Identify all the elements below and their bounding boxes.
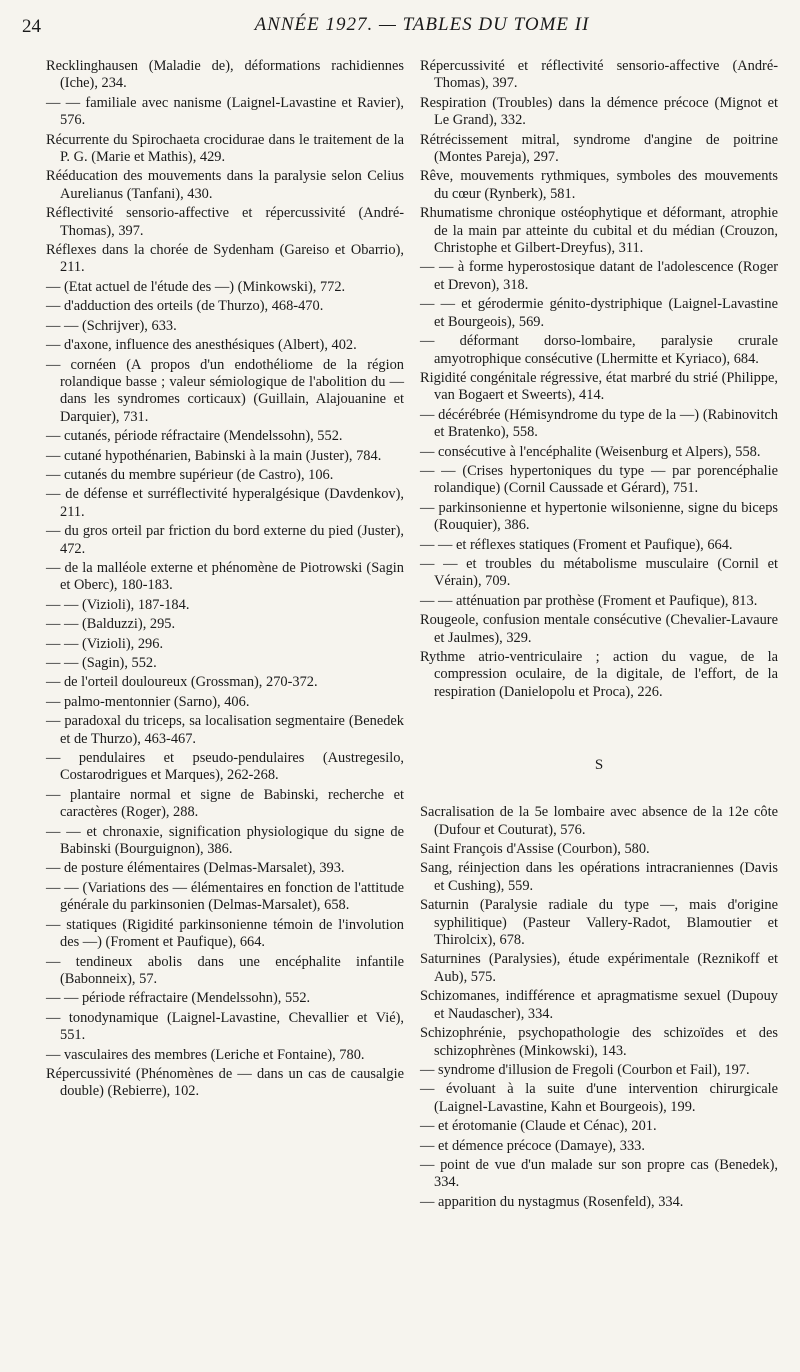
index-entry: — évoluant à la suite d'une intervention chirurgicale (Laignel-Lavastine, Kahn et Bourgeois), 199.	[420, 1081, 778, 1115]
index-entry: — parkinsonienne et hypertonie wilsonienne, signe du biceps (Rouquier), 386.	[420, 499, 778, 534]
page-header	[22, 14, 778, 44]
index-entry: — de défense et surréflectivité hyperalgésique (Davdenkov), 211.	[46, 486, 404, 520]
index-entry: — cutanés, période réfractaire (Mendelssohn), 552.	[46, 428, 343, 445]
index-entry: Sacralisation de la 5e lombaire avec absence de la 12e côte (Dufour et Couturat), 576.	[420, 804, 778, 838]
index-entry: Réflectivité sensorio-affective et répercussivité (André-Thomas), 397.	[46, 205, 404, 239]
index-entry: — d'adduction des orteils (de Thurzo), 468-470.	[46, 298, 324, 315]
index-entry: — tendineux abolis dans une encéphalite infantile (Babonneix), 57.	[46, 953, 404, 987]
index-entry: Rythme atrio-ventriculaire ; action du vague, de la compression oculaire, de la digitale, de l'effort, de la respiration (Danielopolu et Proca), 226.	[420, 649, 778, 700]
index-entry: — — (Crises hypertoniques du type — par porencéphalie rolandique) (Cornil Caussade et Gérard), 751.	[420, 462, 778, 497]
index-entry: — — à forme hyperostosique datant de l'adolescence (Roger et Drevon), 318.	[420, 259, 778, 293]
index-entry: — — (Balduzzi), 295.	[46, 616, 176, 633]
index-entry: Schizophrénie, psychopathologie des schizoïdes et des schizophrènes (Minkowski), 143.	[420, 1025, 778, 1059]
index-entry: — de la malléole externe et phénomène de Piotrowski (Sagin et Oberc), 180-183.	[46, 559, 404, 594]
index-entry: — tonodynamique (Laignel-Lavastine, Chevallier et Vié), 551.	[46, 1009, 404, 1044]
index-entry: — — (Schrijver), 633.	[46, 317, 177, 334]
index-entry: — déformant dorso-lombaire, paralysie crurale amyotrophique consécutive (Lhermitte et Kyriaco), 684.	[420, 333, 778, 367]
index-entry: — apparition du nystagmus (Rosenfeld), 334.	[420, 1193, 684, 1210]
index-entry: — — familiale avec nanisme (Laignel-Lavastine et Ravier), 576.	[46, 94, 404, 129]
index-entry: — décérébrée (Hémisyndrome du type de la —) (Rabinovitch et Bratenko), 558.	[420, 406, 778, 441]
index-entry: Saint François d'Assise (Courbon), 580.	[420, 841, 650, 858]
index-entry: Récurrente du Spirochaeta crocidurae dans le traitement de la P. G. (Marie et Mathis), 429.	[46, 131, 404, 166]
index-entry: Rhumatisme chronique ostéophytique et déformant, atrophie de la main par atteinte du cubital et du médian (Crouzon, Christophe et Gilbert-Dreyfus), 311.	[420, 205, 778, 257]
index-entry: — — et réflexes statiques (Froment et Paufique), 664.	[420, 536, 733, 553]
index-entry: — paradoxal du triceps, sa localisation segmentaire (Benedek et de Thurzo), 463-467.	[46, 713, 404, 747]
index-entry: Réflexes dans la chorée de Sydenham (Gareiso et Obarrio), 211.	[46, 242, 404, 276]
index-entry: — (Etat actuel de l'étude des —) (Minkowski), 772.	[46, 278, 346, 295]
right-column	[420, 58, 778, 1213]
index-entry: — — (Vizioli), 296.	[46, 635, 164, 652]
index-entry: Rêve, mouvements rythmiques, symboles des mouvements du cœur (Rynberk), 581.	[420, 168, 778, 202]
index-entry: Rééducation des mouvements dans la paralysie selon Celius Aurelianus (Tanfani), 430.	[46, 168, 404, 202]
index-entry: Sang, réinjection dans les opérations intracraniennes (Davis et Cushing), 559.	[420, 860, 778, 894]
index-entry: Recklinghausen (Maladie de), déformations rachidiennes (Iche), 234.	[46, 58, 404, 92]
index-entry: — de posture élémentaires (Delmas-Marsalet), 393.	[46, 860, 345, 877]
index-entry: Répercussivité et réflectivité sensorio-affective (André-Thomas), 397.	[420, 58, 778, 92]
index-entry: — syndrome d'illusion de Fregoli (Courbon et Fail), 197.	[420, 1061, 750, 1078]
index-entry: — pendulaires et pseudo-pendulaires (Austregesilo, Costarodrigues et Marques), 262-268.	[46, 750, 404, 784]
index-entry: Saturnines (Paralysies), étude expérimentale (Reznikoff et Aub), 575.	[420, 951, 778, 985]
right-column-s-entries	[420, 804, 778, 1211]
index-entry: — — et chronaxie, signification physiologique du signe de Babinski (Bourguignon), 386.	[46, 823, 404, 858]
index-entry: — statiques (Rigidité parkinsonienne témoin de l'involution des —) (Froment et Paufique), 664.	[46, 916, 404, 951]
index-entry: Rétrécissement mitral, syndrome d'angine de poitrine (Montes Pareja), 297.	[420, 131, 778, 166]
section-spacer	[420, 703, 778, 747]
index-entry: — de l'orteil douloureux (Grossman), 270-372.	[46, 674, 318, 691]
index-entry: Rougeole, confusion mentale consécutive (Chevalier-Lavaure et Jaulmes), 329.	[420, 612, 778, 646]
index-entry: — — (Sagin), 552.	[46, 655, 157, 671]
index-entry: — — et gérodermie génito-dystriphique (Laignel-Lavastine et Bourgeois), 569.	[420, 296, 778, 330]
page-number: 24	[22, 16, 41, 37]
right-column-r-entries	[420, 58, 778, 701]
index-entry: Saturnin (Paralysie radiale du type —, mais d'origine syphilitique) (Pasteur Vallery-Radot, Blamoutier et Thirolcix), 678.	[420, 897, 778, 949]
index-entry: — — période réfractaire (Mendelssohn), 552.	[46, 990, 311, 1007]
index-entry: — consécutive à l'encéphalite (Weisenburg et Alpers), 558.	[420, 443, 761, 460]
index-entry: — et érotomanie (Claude et Cénac), 201.	[420, 1118, 657, 1135]
index-entry: — — (Variations des — élémentaires en fonction de l'attitude générale du parkinsonien (Delmas-Marsalet), 658.	[46, 879, 404, 914]
index-entry: Répercussivité (Phénomènes de — dans un cas de causalgie double) (Rebierre), 102.	[46, 1065, 404, 1100]
running-title: ANNÉE 1927. — TABLES DU TOME II	[254, 14, 590, 35]
index-entry: — plantaire normal et signe de Babinski, recherche et caractères (Roger), 288.	[46, 786, 404, 821]
index-entry: — vasculaires des membres (Leriche et Fontaine), 780.	[46, 1046, 365, 1063]
index-entry: — cutané hypothénarien, Babinski à la main (Juster), 784.	[46, 447, 382, 464]
section-letter-s: S	[594, 757, 604, 774]
index-entry: — point de vue d'un malade sur son propre cas (Benedek), 334.	[420, 1156, 778, 1191]
index-entry: — du gros orteil par friction du bord externe du pied (Juster), 472.	[46, 523, 404, 557]
index-entry: — — (Vizioli), 187-184.	[46, 596, 190, 613]
index-entry: — palmo-mentonnier (Sarno), 406.	[46, 693, 250, 710]
index-columns	[46, 58, 778, 1213]
index-entry: — — et troubles du métabolisme musculaire (Cornil et Vérain), 709.	[420, 555, 778, 590]
index-entry: Respiration (Troubles) dans la démence précoce (Mignot et Le Grand), 332.	[420, 94, 778, 129]
index-entry: — d'axone, influence des anesthésiques (Albert), 402.	[46, 337, 357, 354]
index-entry: Rigidité congénitale régressive, état marbré du strié (Philippe, van Bogaert et Sweerts), 414.	[420, 369, 778, 404]
index-entry: Schizomanes, indifférence et apragmatisme sexuel (Dupouy et Naudascher), 334.	[420, 988, 778, 1022]
index-entry: — cutanés du membre supérieur (de Castro), 106.	[46, 466, 334, 483]
index-entry: — et démence précoce (Damaye), 333.	[420, 1137, 645, 1154]
index-entry: — — atténuation par prothèse (Froment et Paufique), 813.	[420, 592, 758, 609]
index-entry: — cornéen (A propos d'un endothéliome de la région rolandique basse ; valeur sémiologique de l'abolition du — dans les syndromes corticaux) (Guillain, Alajouanine et Darquier), 731.	[46, 356, 404, 425]
left-column	[46, 58, 404, 1213]
